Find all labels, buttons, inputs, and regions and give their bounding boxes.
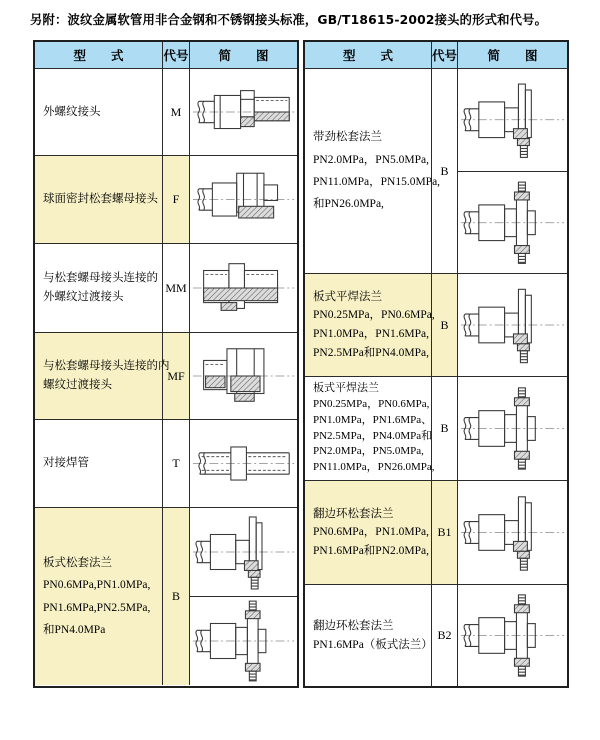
type-text-line: PN0.6MPa，PN1.0MPa,	[313, 526, 429, 539]
fitting-table-left	[33, 40, 299, 688]
bolted-flange-icon	[458, 172, 567, 274]
diagram-bolted-flange	[190, 596, 297, 685]
type-cell	[305, 69, 441, 273]
type-text-line: 与松套螺母接头连接的内	[43, 360, 170, 373]
diagram-plate-flange	[190, 508, 297, 596]
type-cell	[35, 420, 163, 507]
bolted-flange-icon	[458, 377, 567, 480]
type-text-line: 板式平焊法兰	[313, 290, 382, 303]
right-table-header	[305, 42, 567, 69]
male-nipple-icon	[190, 244, 297, 332]
plate-flange-icon	[458, 481, 567, 584]
diagram-plate-flange	[458, 481, 567, 584]
type-text-line: 外螺纹接头	[43, 105, 101, 118]
diagram-female-adapter	[190, 333, 297, 419]
type-text-line: 螺纹过渡接头	[43, 379, 112, 391]
diagram-cell	[458, 274, 567, 376]
table-row	[35, 69, 297, 155]
code-cell: B	[432, 377, 458, 480]
type-text-line: 和PN4.0MPa	[43, 623, 106, 636]
diagram-male-nipple	[190, 244, 297, 332]
loose-nut-joint-icon	[190, 156, 297, 243]
diagram-loose-nut-joint	[190, 156, 297, 243]
diagram-bolted-flange	[458, 171, 567, 274]
type-text-line: PN11.0MPa，PN26.0MPa,	[313, 461, 435, 474]
diagram-threaded-male-joint	[190, 69, 297, 155]
table-row	[35, 419, 297, 507]
diagram-bolted-flange	[458, 377, 567, 480]
diagram-cell	[190, 244, 297, 332]
type-text-line: PN1.6MPa（板式法兰）	[313, 638, 433, 651]
type-cell	[35, 156, 163, 243]
type-cell	[35, 508, 163, 685]
bolted-flange-icon	[190, 597, 297, 685]
diagram-cell	[190, 508, 297, 685]
table-row	[305, 480, 567, 584]
fitting-table-right	[303, 40, 569, 688]
butt-weld-pipe-icon	[190, 420, 297, 507]
table-row	[305, 69, 567, 273]
diagram-plate-flange	[458, 274, 567, 376]
left-table-body	[35, 69, 297, 685]
type-text-line: PN0.25MPa，PN0.6MPa,	[313, 397, 430, 410]
type-cell	[305, 377, 435, 480]
type-cell	[305, 585, 432, 686]
header-code: 代号	[163, 42, 190, 68]
code-cell: F	[163, 156, 190, 243]
diagram-cell	[458, 69, 567, 273]
table-row	[35, 155, 297, 243]
header-type: 型 式	[35, 42, 163, 68]
type-text-line: 和PN26.0MPa,	[313, 198, 384, 211]
plate-flange-icon	[458, 274, 567, 376]
type-text-line: 球面密封松套螺母接头	[43, 193, 158, 206]
type-text-line: PN2.0MPa，PN5.0MPa,	[313, 445, 424, 458]
type-text-line: 翻边环松套法兰	[313, 619, 394, 632]
diagram-cell	[458, 585, 567, 686]
code-cell: M	[163, 69, 190, 155]
type-text-line: PN11.0MPa，PN15.0MPa,	[313, 176, 441, 188]
table-row	[35, 332, 297, 419]
threaded-male-joint-icon	[190, 69, 297, 155]
type-text-line: PN1.0MPa，PN1.6MPa,	[313, 328, 429, 340]
bolted-flange-icon	[458, 585, 567, 686]
type-text-line: 与松套螺母接头连接的	[43, 272, 158, 285]
code-cell: B	[432, 69, 458, 273]
female-adapter-icon	[190, 333, 297, 419]
type-text-line: PN0.25MPa，PN0.6MPa,	[313, 309, 435, 322]
diagram-cell	[458, 377, 567, 480]
type-text-line: PN0.6MPa,PN1.0MPa,	[43, 579, 151, 592]
table-row	[35, 243, 297, 332]
right-table-body	[305, 69, 567, 686]
type-text-line: PN1.0MPa，PN1.6MPa、	[313, 413, 433, 426]
type-cell	[35, 69, 163, 155]
tables-container	[33, 40, 569, 688]
code-cell: B	[163, 508, 190, 685]
diagram-butt-weld-pipe	[190, 420, 297, 507]
diagram-cell	[190, 333, 297, 419]
header-diagram: 简 图	[218, 48, 269, 63]
header-type: 型 式	[305, 42, 432, 68]
table-row	[305, 376, 567, 480]
diagram-plate-flange	[458, 69, 567, 171]
type-text-line: 外螺纹过渡接头	[43, 291, 124, 303]
table-row	[305, 584, 567, 686]
diagram-cell	[190, 156, 297, 243]
page-title: 另附：波纹金属软管用非合金钢和不锈钢接头标准，GB/T18615-2002接头的形式和代号。	[30, 13, 548, 27]
plate-flange-icon	[190, 508, 297, 596]
diagram-cell	[190, 420, 297, 507]
type-text-line: 板式平焊法兰	[313, 381, 379, 394]
left-table-header	[35, 42, 297, 69]
table-row	[305, 273, 567, 376]
diagram-cell	[190, 69, 297, 155]
code-cell: T	[163, 420, 190, 507]
code-cell: B1	[432, 481, 458, 584]
type-text-line: 翻边环松套法兰	[313, 507, 394, 520]
header-diagram: 简 图	[487, 48, 538, 63]
plate-flange-icon	[458, 69, 567, 171]
code-cell: MM	[163, 244, 190, 332]
type-cell	[305, 274, 435, 376]
type-text-line: PN1.6MPa,PN2.5MPa,	[43, 601, 151, 614]
type-text-line: 带劲松套法兰	[313, 131, 382, 144]
code-cell: B	[432, 274, 458, 376]
type-cell	[35, 244, 163, 332]
type-text-line: PN1.6MPa和PN2.0MPa,	[313, 544, 429, 557]
type-text-line: 对接焊管	[43, 457, 89, 470]
code-cell: B2	[432, 585, 458, 686]
type-text-line: 板式松套法兰	[43, 556, 112, 569]
type-text-line: PN2.5MPa，PN4.0MPa和	[313, 429, 433, 442]
type-text-line: PN2.5MPa和PN4.0MPa,	[313, 346, 429, 359]
type-cell	[35, 333, 170, 419]
code-cell: MF	[163, 333, 190, 419]
type-text-line: PN2.0MPa，PN5.0MPa,	[313, 153, 429, 166]
diagram-cell	[458, 481, 567, 584]
header-code: 代号	[432, 42, 458, 68]
diagram-bolted-flange	[458, 585, 567, 686]
table-row	[35, 507, 297, 685]
type-cell	[305, 481, 432, 584]
